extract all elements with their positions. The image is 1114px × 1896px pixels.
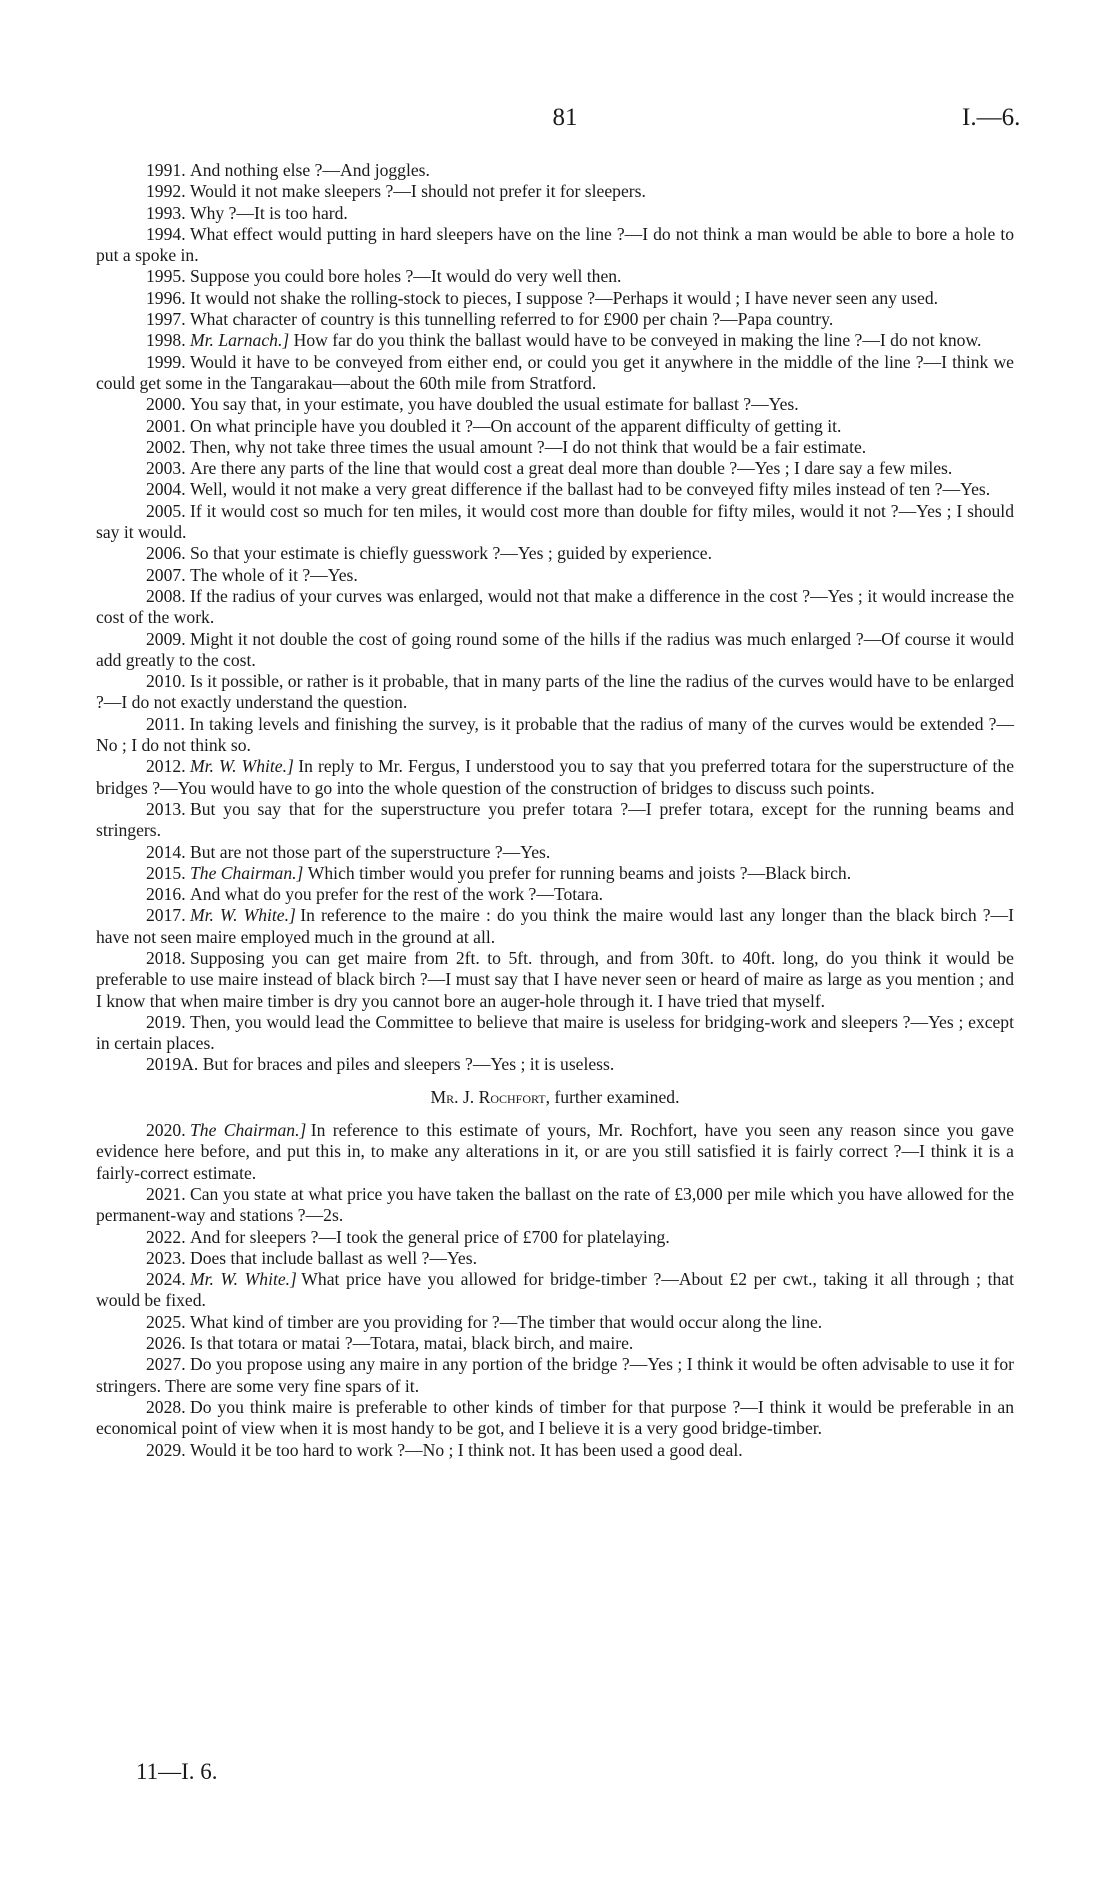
question-paragraph	[96, 842, 1014, 863]
question-number: 2014.	[146, 841, 186, 862]
question-paragraph	[96, 1312, 1014, 1333]
question-paragraph	[96, 1397, 1014, 1440]
question-number: 1994.	[146, 223, 186, 244]
question-paragraph	[96, 1248, 1014, 1269]
question-text: Might it not double the cost of going round some of the hills if the radius was much enlarged ?—Of course it would add greatly to the cost.	[96, 628, 1014, 670]
question-paragraph	[96, 1440, 1014, 1461]
question-number: 2008.	[146, 585, 186, 606]
question-paragraph	[96, 1227, 1014, 1248]
question-text: Supposing you can get maire from 2ft. to 5ft. through, and from 30ft. to 40ft. long, do you think it would be preferable to use maire instead of black birch ?—I must say that I have never seen or heard of maire as large as you mention ; and I know that when maire timber is dry you cannot bore an auger-hole through it. I have tried that myself.	[96, 947, 1014, 1011]
page-number: 81	[552, 104, 578, 131]
question-number: 2012.	[146, 756, 186, 777]
question-number: 1993.	[146, 202, 186, 223]
question-number: 1991.	[146, 160, 186, 180]
question-text: The whole of it ?—Yes.	[189, 564, 358, 585]
question-number: 1995.	[146, 266, 186, 287]
question-text: What kind of timber are you providing for ?—The timber that would occur along the line.	[189, 1311, 823, 1332]
question-text: So that your estimate is chiefly guesswork ?—Yes ; guided by experience.	[189, 543, 712, 564]
question-text: In taking levels and finishing the survey, is it probable that the radius of many of the curves would be extended ?—No ; I do not think so.	[96, 713, 1014, 756]
question-paragraph	[96, 437, 1014, 458]
question-text: Then, why not take three times the usual amount ?—I do not think that would be a fair estimate.	[189, 436, 867, 457]
speaker-name: Mr. W. White.]	[189, 1269, 297, 1290]
witness-heading	[96, 1087, 1014, 1108]
question-text: But for braces and piles and sleepers ?—Yes ; it is useless.	[202, 1054, 615, 1075]
question-text: You say that, in your estimate, you have doubled the usual estimate for ballast ?—Yes.	[189, 394, 799, 415]
question-paragraph	[96, 330, 1014, 351]
question-number: 1992.	[146, 181, 186, 202]
question-number: 2013.	[146, 798, 186, 819]
question-text: In reply to Mr. Fergus, I understood you to say that you preferred totara for the superstructure of the bridges ?—You would have to go into the whole question of the construction of bridges to discuss such points.	[96, 756, 1015, 798]
question-text: In reference to the maire : do you think the maire would last any longer than the black birch ?—I have not seen maire employed much in the ground at all.	[96, 905, 1014, 947]
question-paragraph	[96, 288, 1014, 309]
signature-mark: 11—I. 6.	[136, 1759, 218, 1784]
question-number: 2001.	[146, 415, 186, 436]
question-number: 2002.	[146, 436, 186, 457]
speaker-name: Mr. Larnach.]	[189, 330, 290, 351]
question-text: If it would cost so much for ten miles, it would cost more than double for fifty miles, would it not ?—Yes ; I should say it would.	[96, 500, 1014, 543]
question-number: 2003.	[146, 458, 186, 479]
question-paragraph	[96, 629, 1014, 672]
question-paragraph	[96, 863, 1014, 884]
question-number: 2015.	[146, 862, 186, 883]
question-text: Suppose you could bore holes ?—It would do very well then.	[189, 266, 622, 287]
question-paragraph	[96, 543, 1014, 564]
question-paragraph	[96, 1120, 1014, 1184]
questions-block-1	[96, 160, 1014, 1076]
evidence-transcript	[96, 160, 1014, 1461]
question-number: 2016.	[146, 884, 186, 905]
question-text: Why ?—It is too hard.	[189, 202, 348, 223]
witness-suffix: further examined.	[554, 1086, 680, 1107]
question-text: Does that include ballast as well ?—Yes.	[189, 1247, 477, 1268]
question-text: And nothing else ?—And joggles.	[189, 160, 430, 180]
question-paragraph	[96, 160, 1014, 181]
question-paragraph	[96, 586, 1014, 629]
question-number: 2006.	[146, 543, 186, 564]
question-paragraph	[96, 501, 1014, 544]
question-number: 2019A.	[146, 1054, 199, 1075]
question-number: 2021.	[146, 1183, 186, 1204]
question-number: 2000.	[146, 394, 186, 415]
question-number: 1996.	[146, 287, 186, 308]
question-number: 2020.	[146, 1120, 186, 1141]
question-text: Then, you would lead the Committee to believe that maire is useless for bridging-work and sleepers ?—Yes ; except in certain places.	[96, 1011, 1014, 1054]
question-number: 2029.	[146, 1439, 186, 1460]
question-number: 1998.	[146, 330, 186, 351]
witness-name: Mr. J. Rochfort,	[430, 1086, 551, 1107]
question-text: Would it not make sleepers ?—I should not prefer it for sleepers.	[189, 181, 646, 202]
question-paragraph	[96, 756, 1014, 799]
question-paragraph	[96, 948, 1014, 1012]
question-text: But you say that for the superstructure you prefer totara ?—I prefer totara, except for the running beams and stringers.	[96, 798, 1014, 841]
question-paragraph	[96, 224, 1014, 267]
question-number: 1999.	[146, 351, 186, 372]
question-paragraph	[96, 905, 1014, 948]
speaker-name: Mr. W. White.]	[189, 756, 294, 777]
question-text: Can you state at what price you have taken the ballast on the rate of £3,000 per mile which you have allowed for the permanent-way and stations ?—2s.	[96, 1183, 1014, 1226]
question-paragraph	[96, 1269, 1014, 1312]
question-text: But are not those part of the superstructure ?—Yes.	[189, 841, 551, 862]
question-text: Do you think maire is preferable to other kinds of timber for that purpose ?—I think it would be preferable in an economical point of view when it is most handy to be got, and I believe it is a very good bridge-timber.	[96, 1396, 1014, 1439]
question-number: 2018.	[146, 947, 186, 968]
question-paragraph	[96, 416, 1014, 437]
question-number: 2024.	[146, 1269, 186, 1290]
question-paragraph	[96, 671, 1014, 714]
question-text: Would it have to be conveyed from either end, or could you get it anywhere in the middle of the line ?—I think we could get some in the Tangarakau—about the 60th mile from Stratford.	[96, 351, 1014, 393]
question-paragraph	[96, 1012, 1014, 1055]
question-paragraph	[96, 458, 1014, 479]
question-text: What price have you allowed for bridge-timber ?—About £2 per cwt., taking it all through ; that would be fixed.	[96, 1269, 1015, 1311]
question-text: And what do you prefer for the rest of the work ?—Totara.	[189, 884, 604, 905]
speaker-name: Mr. W. White.]	[189, 905, 296, 926]
question-number: 2026.	[146, 1333, 186, 1354]
question-number: 2010.	[146, 671, 186, 692]
question-paragraph	[96, 203, 1014, 224]
speaker-name: The Chairman.]	[189, 1120, 307, 1141]
question-paragraph	[96, 394, 1014, 415]
question-paragraph	[96, 266, 1014, 287]
question-number: 2025.	[146, 1311, 186, 1332]
question-text: How far do you think the ballast would have to be conveyed in making the line ?—I do not know.	[293, 330, 982, 351]
question-number: 2028.	[146, 1396, 186, 1417]
question-number: 2011.	[146, 713, 185, 734]
question-paragraph	[96, 799, 1014, 842]
question-paragraph	[96, 181, 1014, 202]
speaker-name: The Chairman.]	[189, 862, 304, 883]
question-text: What character of country is this tunnelling referred to for £900 per chain ?—Papa country.	[189, 309, 834, 330]
question-text: Is it possible, or rather is it probable, that in many parts of the line the radius of the curves would have to be enlarged ?—I do not exactly understand the question.	[96, 671, 1014, 713]
question-paragraph	[96, 1184, 1014, 1227]
question-number: 2027.	[146, 1354, 186, 1375]
questions-block-2	[96, 1120, 1014, 1461]
question-text: Do you propose using any maire in any portion of the bridge ?—Yes ; I think it would be often advisable to use it for stringers. There are some very fine spars of it.	[96, 1354, 1014, 1396]
question-number: 2017.	[146, 905, 186, 926]
question-text: Are there any parts of the line that would cost a great deal more than double ?—Yes ; I dare say a few miles.	[189, 458, 953, 479]
question-text: If the radius of your curves was enlarged, would not that make a difference in the cost ?—Yes ; it would increase the cost of the work.	[96, 585, 1014, 628]
question-text: What effect would putting in hard sleepers have on the line ?—I do not think a man would be able to bore a hole to put a spoke in.	[96, 223, 1014, 266]
question-paragraph	[96, 352, 1014, 395]
question-paragraph	[96, 309, 1014, 330]
question-paragraph	[96, 1054, 1014, 1075]
question-paragraph	[96, 565, 1014, 586]
report-code: I.—6.	[962, 104, 1021, 131]
question-number: 2007.	[146, 564, 186, 585]
question-number: 2022.	[146, 1226, 186, 1247]
question-number: 2023.	[146, 1247, 186, 1268]
question-text: And for sleepers ?—I took the general price of £700 for platelaying.	[189, 1226, 670, 1247]
question-text: In reference to this estimate of yours, Mr. Rochfort, have you seen any reason since you gave evidence here before, and put this in, to make any alterations in it, or are you still satisfied it is fairly correct ?—I think it is a fairly-correct estimate.	[96, 1120, 1014, 1183]
question-paragraph	[96, 1354, 1014, 1397]
question-text: It would not shake the rolling-stock to pieces, I suppose ?—Perhaps it would ; I have never seen any used.	[189, 287, 939, 308]
question-number: 1997.	[146, 309, 186, 330]
question-number: 2019.	[146, 1011, 186, 1032]
question-paragraph	[96, 479, 1014, 500]
question-text: Would it be too hard to work ?—No ; I think not. It has been used a good deal.	[189, 1439, 743, 1460]
question-text: On what principle have you doubled it ?—On account of the apparent difficulty of getting it.	[189, 415, 842, 436]
question-number: 2005.	[146, 500, 186, 521]
question-text: Well, would it not make a very great difference if the ballast had to be conveyed fifty miles instead of ten ?—Yes.	[189, 479, 991, 500]
question-number: 2004.	[146, 479, 186, 500]
question-paragraph	[96, 884, 1014, 905]
question-paragraph	[96, 1333, 1014, 1354]
question-number: 2009.	[146, 628, 186, 649]
question-text: Which timber would you prefer for running beams and joists ?—Black birch.	[307, 862, 852, 883]
question-text: Is that totara or matai ?—Totara, matai, black birch, and maire.	[189, 1333, 634, 1354]
question-paragraph	[96, 714, 1014, 757]
